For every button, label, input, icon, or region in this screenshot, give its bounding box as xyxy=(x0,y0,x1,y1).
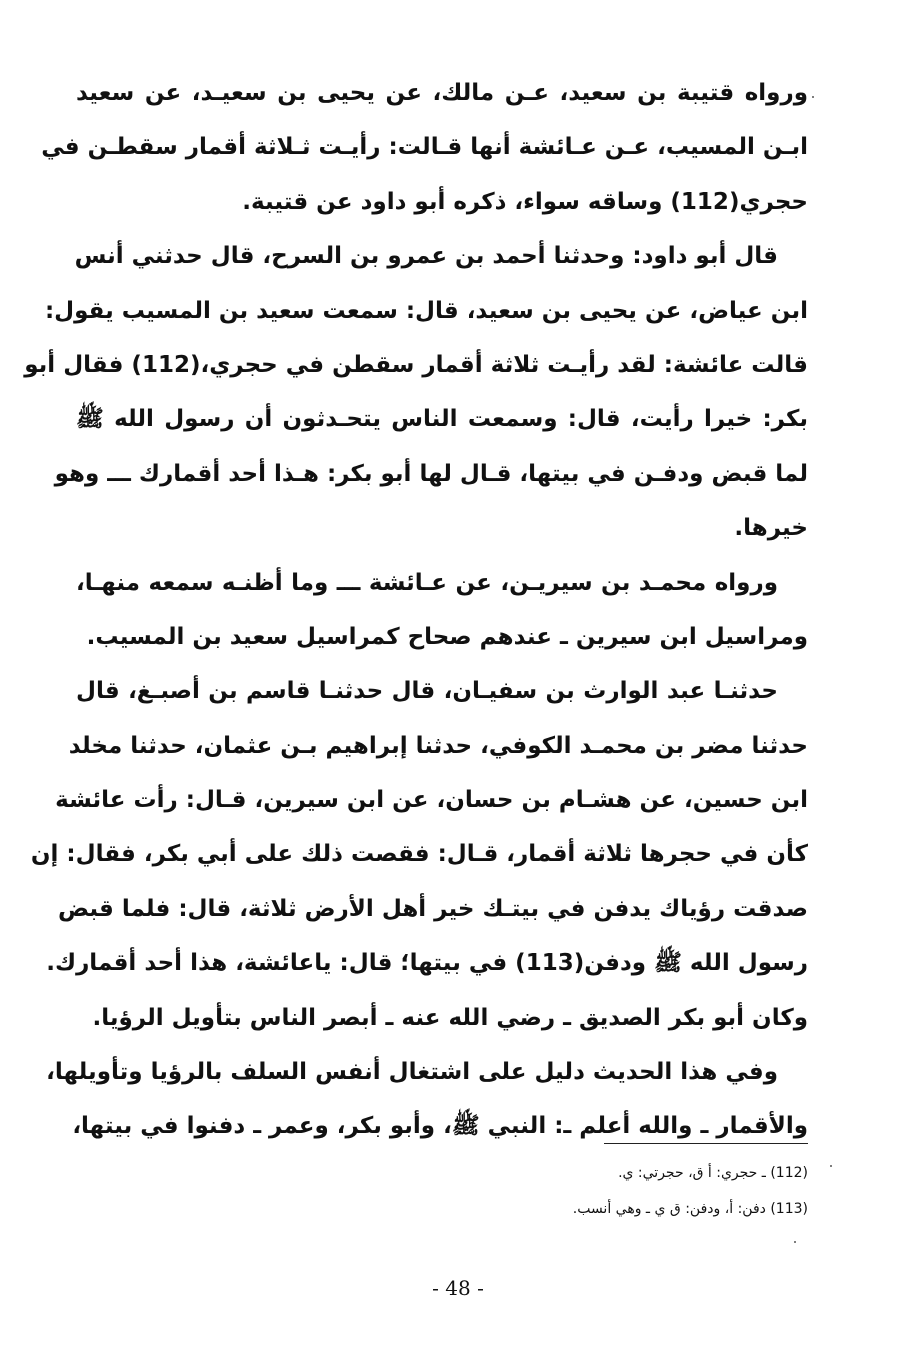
text-line-11: ومراسيل ابن سيرين ـ عندهم صحاح كمراسيل سعيد بن المسيب. xyxy=(86,623,808,650)
scan-speck xyxy=(830,1165,832,1167)
text-line-4: قال أبو داود: وحدثنا أحمد بن عمرو بن السرح، قال حدثني أنس xyxy=(74,243,778,270)
text-line-3: حجري(112) وساقه سواء، ذكره أبو داود عن قتيبة. xyxy=(242,188,808,215)
text-line-6: قالت عائشة: لقد رأيـت ثلاثة أقمار سقطن في حجري،(112) فقال أبو xyxy=(24,351,808,378)
text-line-10: ورواه محمـد بن سيريـن، عن عـائشة ـــ وما أظنـه سمعه منهـا، xyxy=(76,569,778,596)
text-line-9: خيرها. xyxy=(734,515,808,542)
text-line-8: لما قبض ودفـن في بيتها، قـال لها أبو بكر: هـذا أحد أقمارك ـــ وهو xyxy=(54,460,808,487)
main-text xyxy=(24,66,808,1154)
footnotes xyxy=(308,1155,808,1227)
page-number: - 48 - xyxy=(432,1276,484,1300)
text-line-12: حدثنـا عبد الوارث بن سفيـان، قال حدثنـا قاسم بن أصبـغ، قال xyxy=(76,678,778,705)
text-line-5: ابن عياض، عن يحيى بن سعيد، قال: سمعت سعيد بن المسيب يقول: xyxy=(44,297,808,324)
text-line-19: وفي هذا الحديث دليل على اشتغال أنفس السلف بالرؤيا وتأويلها، xyxy=(46,1059,778,1086)
text-line-15: كأن في حجرها ثلاثة أقمار، قـال: فقصت ذلك على أبي بكر، فقال: إن xyxy=(30,841,808,868)
text-line-2: ابـن المسيب، عـن عـائشة أنها قـالت: رأيـت ثـلاثة أقمار سقطـن في xyxy=(41,134,808,161)
text-line-14: ابن حسين، عن هشـام بن حسان، عن ابن سيرين، قـال: رأت عائشة xyxy=(55,787,808,814)
footnote-divider xyxy=(604,1143,808,1144)
text-line-16: صدقت رؤياك يدفن في بيتـك خير أهل الأرض ثلاثة، قال: فلما قبض xyxy=(57,895,808,922)
text-line-1: ورواه قتيبة بن سعيد، عـن مالك، عن يحيى بن سعيـد، عن سعيد xyxy=(76,80,808,106)
text-line-18: وكان أبو بكر الصديق ـ رضي الله عنه ـ أبصر الناس بتأويل الرؤيا. xyxy=(92,1004,808,1031)
text-line-17: رسول الله ﷺ ودفن(113) في بيتها؛ قال: ياعائشة، هذا أحد أقمارك. xyxy=(46,950,808,977)
scan-speck xyxy=(812,96,814,98)
footnote-113: (113) دفن: أ، ودفن: ق ي ـ وهي أنسب. xyxy=(572,1201,808,1217)
text-line-13: حدثنا مضر بن محمـد الكوفي، حدثنا إبراهيم بـن عثمان، حدثنا مخلد xyxy=(68,732,808,759)
footnote-112: (112) ـ حجري: أ ق، حجرتي: ي. xyxy=(618,1165,808,1181)
text-line-20: والأقمار ـ والله أعلم ـ: النبي ﷺ، وأبو بكر، وعمر ـ دفنوا في بيتها، xyxy=(72,1113,808,1140)
scan-speck xyxy=(794,1241,796,1243)
text-line-7: بكر: خيرا رأيت، قال: وسمعت الناس يتحـدثون أن رسول الله ﷺ xyxy=(76,406,808,433)
